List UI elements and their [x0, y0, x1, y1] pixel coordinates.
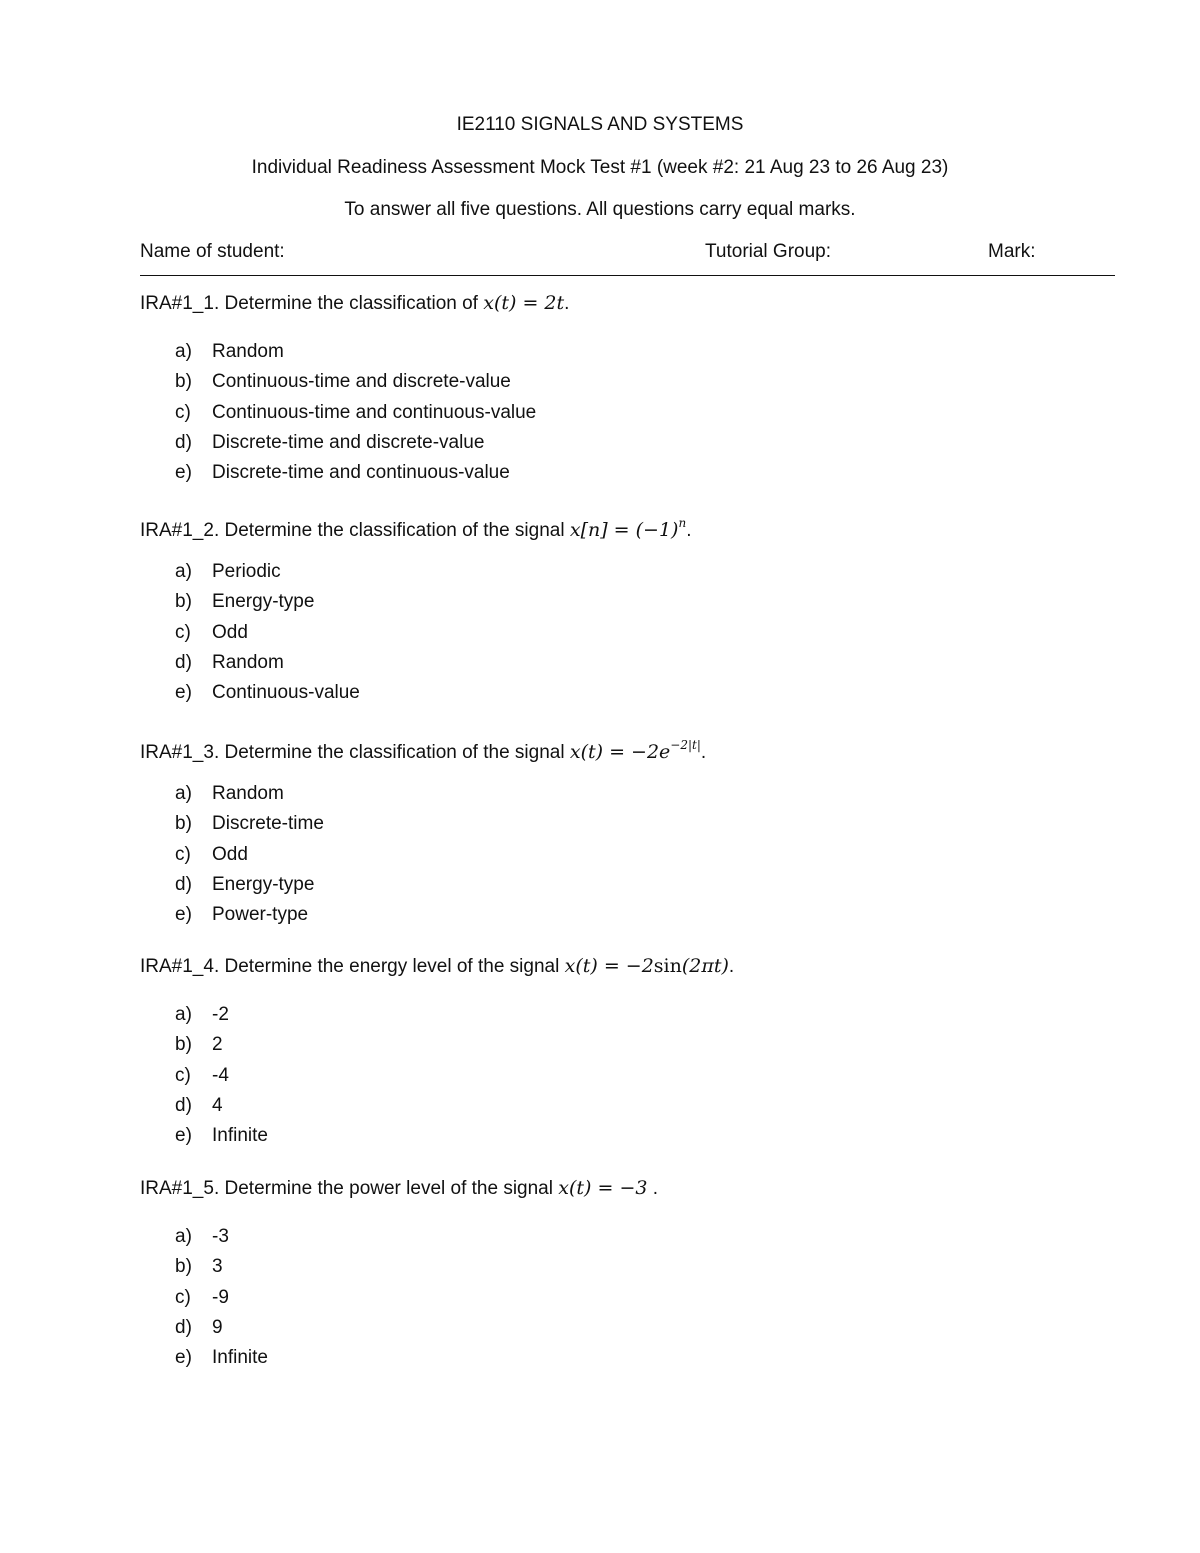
option-letter: b) — [175, 1256, 192, 1278]
option-letter: c) — [175, 1064, 191, 1086]
option-text: Infinite — [212, 1347, 268, 1369]
option-a[interactable] — [140, 557, 1120, 587]
option-a[interactable] — [140, 1222, 1120, 1252]
answer-options — [140, 1222, 1120, 1373]
option-text: Discrete-time — [212, 813, 324, 835]
option-c[interactable] — [140, 618, 1120, 648]
option-text: Random — [212, 651, 284, 673]
page-title: IE2110 SIGNALS AND SYSTEMS — [456, 114, 744, 135]
option-letter: a) — [175, 341, 192, 362]
option-d[interactable] — [140, 428, 1120, 458]
option-b[interactable] — [140, 367, 1120, 397]
option-letter: a) — [175, 1226, 192, 1247]
answer-options — [140, 1000, 1120, 1151]
question-end: . — [564, 293, 570, 314]
option-e[interactable] — [140, 678, 1120, 708]
option-b[interactable] — [140, 1252, 1120, 1282]
formula-exponent: n — [678, 516, 687, 530]
option-d[interactable] — [140, 648, 1120, 678]
question-stem — [140, 1173, 1120, 1203]
option-letter: c) — [175, 621, 191, 643]
tutorial-group-label: Tutorial Group: — [705, 241, 832, 262]
question-5 — [140, 1173, 1120, 1373]
option-letter: e) — [175, 462, 192, 484]
option-letter: c) — [175, 1286, 191, 1308]
answer-options — [140, 337, 1120, 488]
question-1 — [140, 288, 1120, 488]
option-letter: b) — [175, 1034, 192, 1056]
question-formula — [569, 738, 701, 763]
question-stem — [140, 730, 1120, 763]
option-d[interactable] — [140, 870, 1120, 900]
option-text: 2 — [212, 1034, 223, 1056]
student-name-label: Name of student: — [140, 241, 285, 262]
option-letter: d) — [175, 651, 192, 673]
option-b[interactable] — [140, 809, 1120, 839]
option-e[interactable] — [140, 1121, 1120, 1151]
question-2 — [140, 508, 1120, 708]
question-id: IRA#1_1. — [140, 293, 220, 314]
option-letter: c) — [175, 843, 191, 865]
question-formula: x(t) = 2t — [483, 292, 565, 314]
formula-lhs: x(t) = −2 — [564, 955, 654, 977]
option-text: Continuous-time and discrete-value — [212, 371, 511, 393]
option-text: Odd — [212, 621, 248, 643]
option-letter: a) — [175, 1004, 192, 1025]
option-text: Random — [212, 341, 284, 362]
option-letter: e) — [175, 682, 192, 704]
option-letter: c) — [175, 401, 191, 423]
question-id: IRA#1_4. — [140, 956, 220, 977]
formula-base: x(t) = −2e — [569, 741, 671, 763]
option-text: Discrete-time and discrete-value — [212, 431, 485, 453]
option-text: -4 — [212, 1064, 229, 1086]
option-text: 4 — [212, 1094, 223, 1116]
option-d[interactable] — [140, 1091, 1120, 1121]
question-text: Determine the classification of the signal — [224, 520, 565, 541]
answer-options — [140, 779, 1120, 930]
answer-options — [140, 557, 1120, 708]
question-stem — [140, 951, 1120, 981]
question-id: IRA#1_3. — [140, 742, 220, 763]
question-formula — [569, 516, 687, 541]
option-b[interactable] — [140, 587, 1120, 617]
question-formula: x(t) = −3 — [558, 1177, 648, 1199]
question-end: . — [686, 520, 692, 541]
option-d[interactable] — [140, 1313, 1120, 1343]
formula-function: sin — [653, 955, 682, 977]
question-3 — [140, 730, 1120, 930]
option-e[interactable] — [140, 900, 1120, 930]
question-stem — [140, 288, 1120, 318]
option-text: Energy-type — [212, 591, 315, 613]
option-text: Odd — [212, 843, 248, 865]
option-letter: d) — [175, 1094, 192, 1116]
mark-label: Mark: — [988, 241, 1036, 262]
option-text: -9 — [212, 1286, 229, 1308]
option-c[interactable] — [140, 1061, 1120, 1091]
option-letter: a) — [175, 783, 192, 804]
option-c[interactable] — [140, 840, 1120, 870]
option-letter: b) — [175, 591, 192, 613]
question-end: . — [700, 742, 707, 763]
question-id: IRA#1_2. — [140, 520, 220, 541]
option-a[interactable] — [140, 779, 1120, 809]
formula-exponent: −2|t| — [670, 738, 701, 752]
question-text: Determine the classification of — [224, 293, 478, 314]
option-e[interactable] — [140, 458, 1120, 488]
option-letter: e) — [175, 1125, 192, 1147]
instructions: To answer all five questions. All questions carry equal marks. — [344, 199, 856, 220]
option-text: Power-type — [212, 904, 309, 926]
option-a[interactable] — [140, 1000, 1120, 1030]
option-text: Discrete-time and continuous-value — [212, 462, 510, 484]
option-b[interactable] — [140, 1030, 1120, 1060]
option-letter: a) — [175, 561, 192, 582]
header-divider — [140, 275, 1115, 276]
option-letter: d) — [175, 873, 192, 895]
page-subtitle: Individual Readiness Assessment Mock Test #1 (week #2: 21 Aug 23 to 26 Aug 23) — [251, 157, 949, 178]
option-letter: b) — [175, 813, 192, 835]
question-text: Determine the classification of the signal — [224, 742, 565, 763]
question-end: . — [728, 956, 735, 977]
question-end: . — [647, 1178, 659, 1199]
option-c[interactable] — [140, 398, 1120, 428]
option-letter: b) — [175, 371, 192, 393]
option-letter: e) — [175, 904, 192, 926]
formula-argument: (2πt) — [681, 955, 729, 977]
option-e[interactable] — [140, 1343, 1120, 1373]
option-letter: d) — [175, 431, 192, 453]
option-c[interactable] — [140, 1283, 1120, 1313]
option-text: Periodic — [212, 561, 281, 582]
question-formula — [565, 955, 729, 977]
student-info-row — [140, 241, 1115, 271]
option-text: Energy-type — [212, 873, 315, 895]
option-text: 3 — [212, 1256, 223, 1278]
option-text: Continuous-value — [212, 682, 360, 704]
option-text: Random — [212, 783, 284, 804]
question-4 — [140, 951, 1120, 1151]
option-a[interactable] — [140, 337, 1120, 367]
question-text: Determine the energy level of the signal — [224, 956, 560, 977]
option-text: Infinite — [212, 1125, 268, 1147]
option-letter: e) — [175, 1347, 192, 1369]
option-text: Continuous-time and continuous-value — [212, 401, 537, 423]
option-letter: d) — [175, 1316, 192, 1338]
option-text: 9 — [212, 1316, 223, 1338]
option-text: -2 — [212, 1004, 229, 1025]
option-text: -3 — [212, 1226, 229, 1247]
question-stem — [140, 508, 1120, 541]
question-text: Determine the power level of the signal — [224, 1178, 553, 1199]
formula-base: x[n] = (−1) — [569, 519, 679, 541]
question-id: IRA#1_5. — [140, 1178, 220, 1199]
